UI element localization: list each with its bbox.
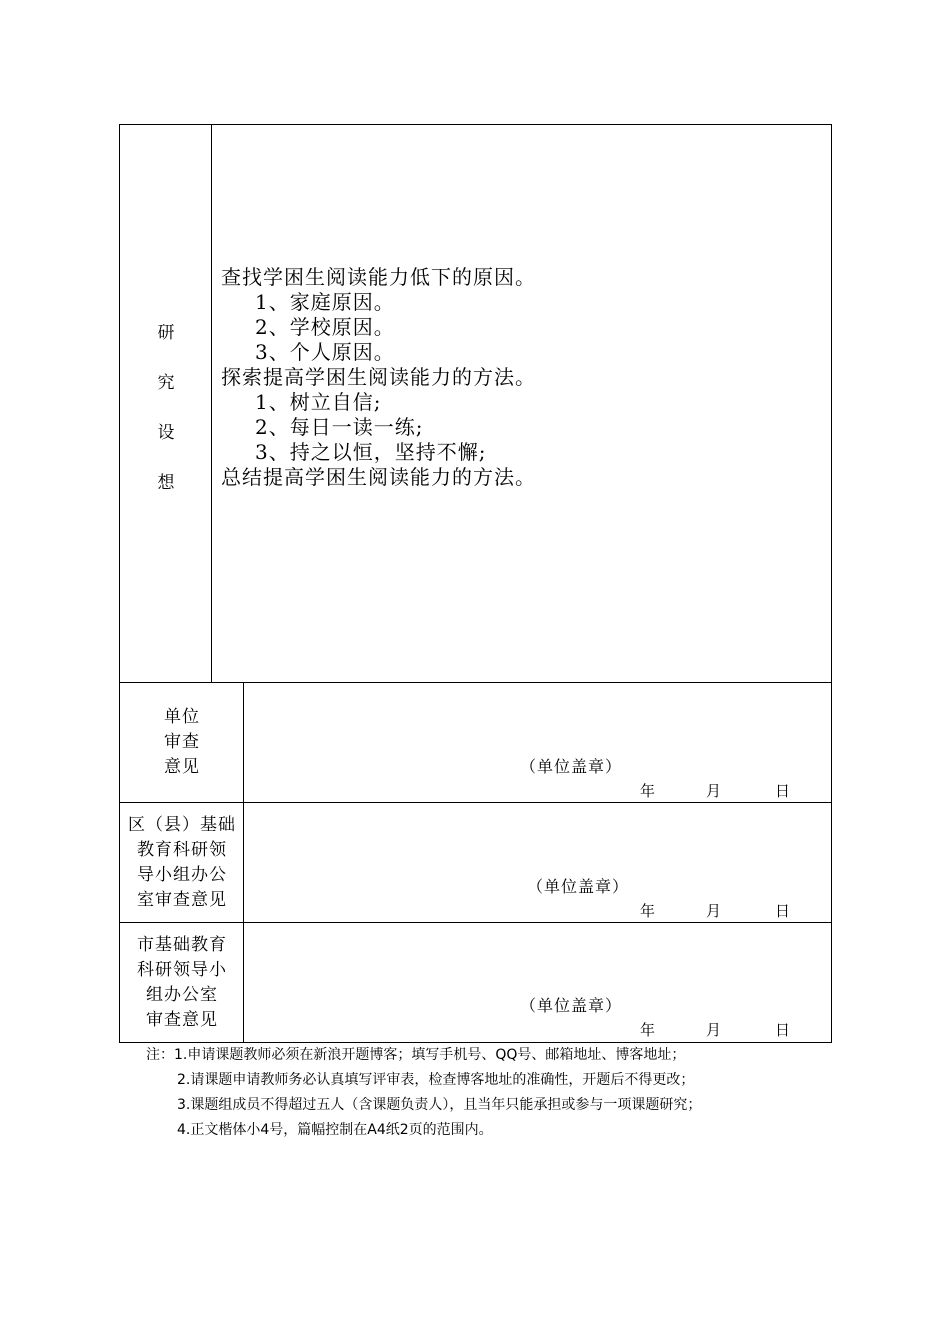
note-line: 注：1.申请课题教师必须在新浪开题博客；填写手机号、QQ号、邮箱地址、博客地址；	[146, 1047, 686, 1063]
content-line: 探索提高学困生阅读能力的方法。	[221, 365, 536, 389]
row-divider-3	[119, 922, 832, 923]
row-divider-2	[119, 802, 832, 803]
unit-review-label: 单位 审查 意见	[164, 707, 200, 777]
content-line: 1、树立自信;	[255, 390, 382, 414]
note-line: 3.课题组成员不得超过五人（含课题负责人），且当年只能承担或参与一项课题研究；	[177, 1097, 702, 1113]
day-label: 日	[775, 782, 791, 800]
row-divider-1	[119, 682, 832, 683]
month-label: 月	[706, 1021, 722, 1039]
content-line: 查找学困生阅读能力低下的原因。	[221, 265, 536, 289]
content-line: 1、家庭原因。	[255, 290, 395, 314]
content-line: 2、学校原因。	[255, 315, 395, 339]
year-label: 年	[640, 782, 656, 800]
year-label: 年	[640, 1021, 656, 1039]
day-label: 日	[775, 902, 791, 920]
content-line: 2、每日一读一练;	[255, 415, 424, 439]
research-divider	[211, 124, 212, 683]
label-char: 想	[157, 473, 175, 493]
unit-seal-text: （单位盖章）	[520, 757, 623, 776]
city-review-label: 市基础教育 科研领导小 组办公室 审查意见	[137, 935, 227, 1030]
district-seal-text: （单位盖章）	[527, 877, 630, 896]
city-seal-text: （单位盖章）	[520, 996, 623, 1015]
content-line: 总结提高学困生阅读能力的方法。	[221, 465, 536, 489]
label-char: 究	[157, 373, 175, 393]
label-char: 设	[157, 423, 175, 443]
note-line: 4.正文楷体小4号，篇幅控制在A4纸2页的范围内。	[177, 1122, 493, 1138]
month-label: 月	[706, 782, 722, 800]
day-label: 日	[775, 1021, 791, 1039]
label-char: 研	[157, 323, 175, 343]
month-label: 月	[706, 902, 722, 920]
content-line: 3、个人原因。	[255, 340, 395, 364]
year-label: 年	[640, 902, 656, 920]
content-line: 3、持之以恒，坚持不懈;	[255, 440, 487, 464]
note-line: 2.请课题申请教师务必认真填写评审表，检查博客地址的准确性，开题后不得更改；	[177, 1072, 695, 1088]
research-design-content	[221, 265, 536, 490]
notes-section	[146, 1043, 701, 1143]
district-review-label: 区（县）基础 教育科研领 导小组办公 室审查意见	[128, 815, 236, 910]
